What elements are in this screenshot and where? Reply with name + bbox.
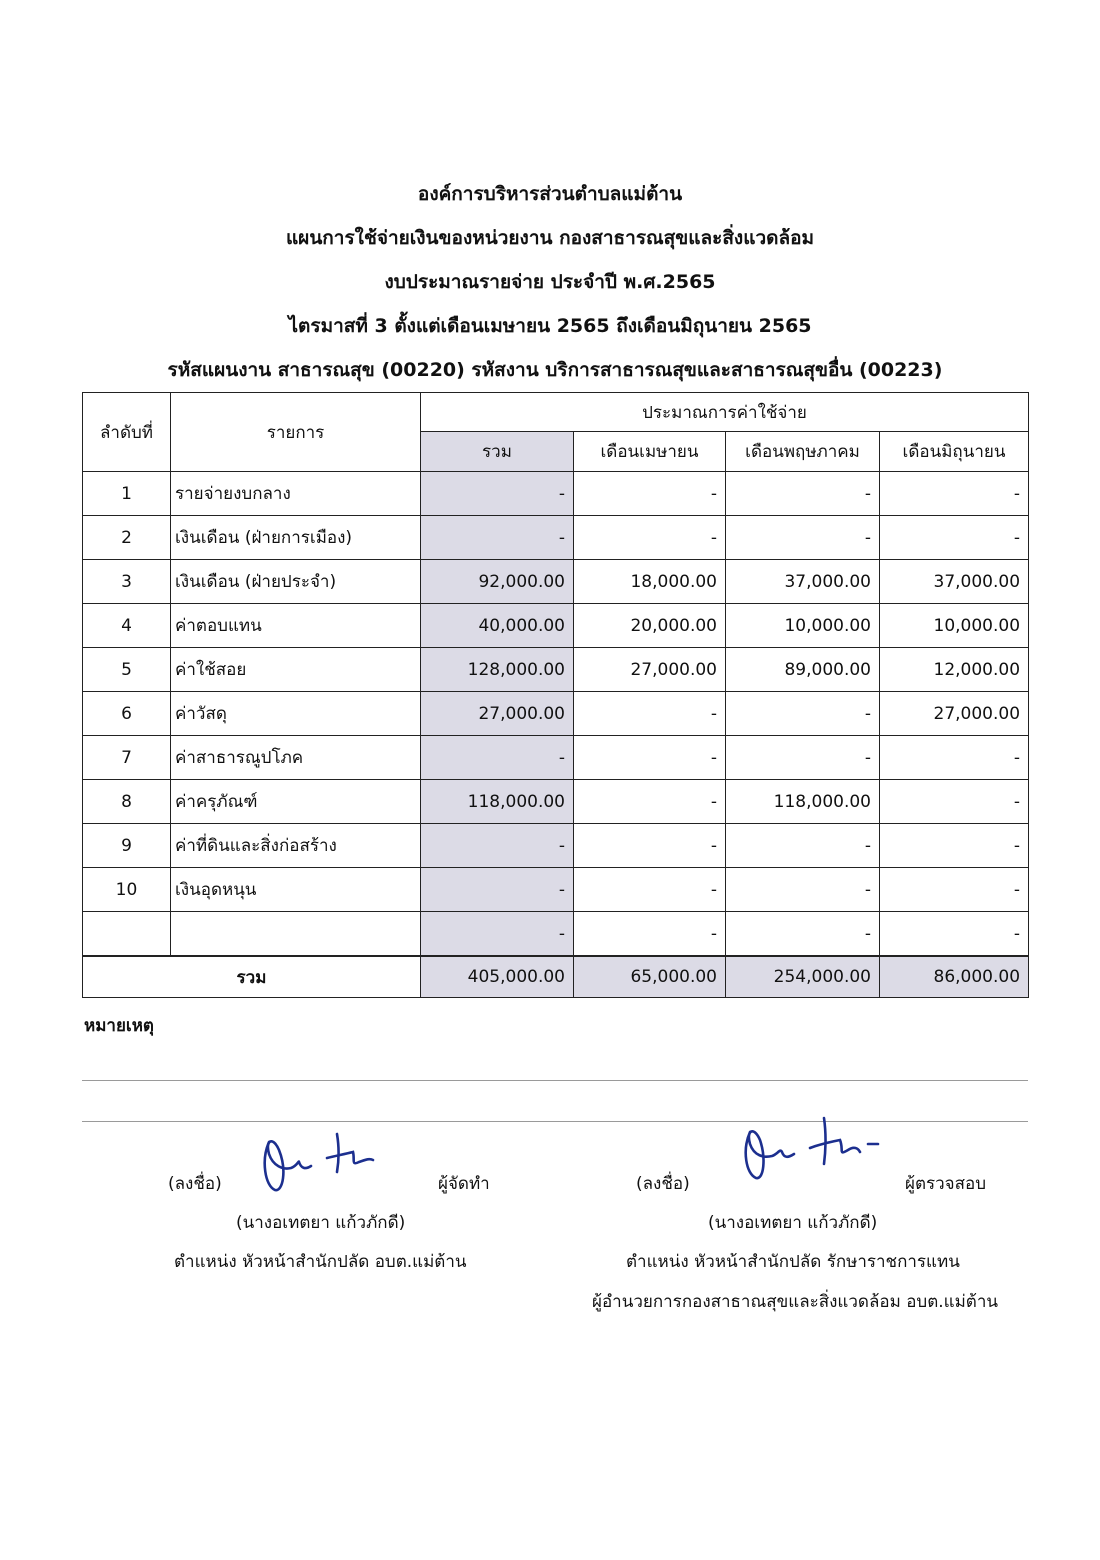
column-header-estimate: ประมาณการค่าใช้จ่าย <box>421 393 1029 432</box>
row-june: - <box>880 780 1029 824</box>
sum-total: 405,000.00 <box>421 956 574 998</box>
row-total: 40,000.00 <box>421 604 574 648</box>
row-june: 27,000.00 <box>880 692 1029 736</box>
row-may: 10,000.00 <box>726 604 880 648</box>
row-total: 92,000.00 <box>421 560 574 604</box>
budget-title: งบประมาณรายจ่าย ประจำปี พ.ศ.2565 <box>384 271 716 293</box>
column-header-no: ลำดับที่ <box>83 393 171 472</box>
table-row <box>83 868 1029 912</box>
table-row <box>83 736 1029 780</box>
sign-label: (ลงชื่อ) <box>168 1174 222 1194</box>
row-item <box>171 912 421 957</box>
row-total: 128,000.00 <box>421 648 574 692</box>
column-header-item: รายการ <box>171 393 421 472</box>
role-label: ผู้ตรวจสอบ <box>905 1174 987 1194</box>
row-may: - <box>726 736 880 780</box>
row-no <box>83 912 171 957</box>
row-item: ค่าสาธารณูปโภค <box>171 736 421 780</box>
row-item: รายจ่ายงบกลาง <box>171 472 421 516</box>
handwritten-signature <box>255 1120 385 1200</box>
signer-position: ตำแหน่ง หัวหน้าสำนักปลัด อบต.แม่ต้าน <box>174 1252 467 1272</box>
row-may: - <box>726 868 880 912</box>
row-no: 3 <box>83 560 171 604</box>
document-header <box>0 172 1100 392</box>
row-item: ค่าที่ดินและสิ่งก่อสร้าง <box>171 824 421 868</box>
row-total: - <box>421 516 574 560</box>
row-total: - <box>421 472 574 516</box>
row-no: 4 <box>83 604 171 648</box>
sum-label: รวม <box>83 956 421 998</box>
column-header-april: เดือนเมษายน <box>574 432 726 472</box>
row-may: - <box>726 516 880 560</box>
budget-table <box>82 392 1029 998</box>
row-june: - <box>880 868 1029 912</box>
sum-may: 254,000.00 <box>726 956 880 998</box>
row-june: 10,000.00 <box>880 604 1029 648</box>
row-no: 1 <box>83 472 171 516</box>
row-april: 18,000.00 <box>574 560 726 604</box>
row-item: ค่าตอบแทน <box>171 604 421 648</box>
row-april: - <box>574 824 726 868</box>
row-may: 118,000.00 <box>726 780 880 824</box>
row-june: - <box>880 736 1029 780</box>
row-june: 37,000.00 <box>880 560 1029 604</box>
row-may: - <box>726 912 880 957</box>
row-total: - <box>421 868 574 912</box>
table-row <box>83 912 1029 957</box>
row-no: 2 <box>83 516 171 560</box>
row-april: - <box>574 780 726 824</box>
signer-name: (นางอเทตยา แก้วภักดี) <box>236 1213 406 1233</box>
row-item: เงินเดือน (ฝ่ายการเมือง) <box>171 516 421 560</box>
row-may: 37,000.00 <box>726 560 880 604</box>
row-april: - <box>574 912 726 957</box>
sum-row <box>83 956 1029 998</box>
row-april: - <box>574 516 726 560</box>
row-item: ค่าครุภัณฑ์ <box>171 780 421 824</box>
row-item: เงินอุดหนุน <box>171 868 421 912</box>
sign-label: (ลงชื่อ) <box>636 1174 690 1194</box>
row-total: - <box>421 736 574 780</box>
row-total: 27,000.00 <box>421 692 574 736</box>
org-title: องค์การบริหารส่วนตำบลแม่ต้าน <box>417 183 683 205</box>
row-no: 10 <box>83 868 171 912</box>
row-may: - <box>726 472 880 516</box>
row-april: - <box>574 736 726 780</box>
column-header-may: เดือนพฤษภาคม <box>726 432 880 472</box>
row-item: ค่าวัสดุ <box>171 692 421 736</box>
row-may: - <box>726 692 880 736</box>
row-april: 20,000.00 <box>574 604 726 648</box>
column-header-total: รวม <box>421 432 574 472</box>
signer-position: ตำแหน่ง หัวหน้าสำนักปลัด รักษาราชการแทน <box>626 1252 960 1272</box>
row-no: 8 <box>83 780 171 824</box>
row-no: 6 <box>83 692 171 736</box>
table-row <box>83 472 1029 516</box>
row-no: 9 <box>83 824 171 868</box>
row-item: เงินเดือน (ฝ่ายประจำ) <box>171 560 421 604</box>
role-label: ผู้จัดทำ <box>438 1174 490 1194</box>
row-june: - <box>880 912 1029 957</box>
plan-title: แผนการใช้จ่ายเงินของหน่วยงาน กองสาธารณสุขและสิ่งแวดล้อม <box>285 227 815 249</box>
row-total: 118,000.00 <box>421 780 574 824</box>
row-may: - <box>726 824 880 868</box>
table-row <box>83 824 1029 868</box>
remark-label: หมายเหตุ <box>84 1016 154 1036</box>
handwritten-signature <box>732 1110 892 1190</box>
row-june: - <box>880 472 1029 516</box>
table-row <box>83 604 1029 648</box>
budget-rows <box>83 472 1029 957</box>
row-item: ค่าใช้สอย <box>171 648 421 692</box>
column-header-june: เดือนมิถุนายน <box>880 432 1029 472</box>
remark-line <box>82 1080 1028 1081</box>
row-april: 27,000.00 <box>574 648 726 692</box>
sum-june: 86,000.00 <box>880 956 1029 998</box>
table-row <box>83 560 1029 604</box>
row-april: - <box>574 472 726 516</box>
table-row <box>83 692 1029 736</box>
row-may: 89,000.00 <box>726 648 880 692</box>
row-june: - <box>880 824 1029 868</box>
row-june: 12,000.00 <box>880 648 1029 692</box>
row-june: - <box>880 516 1029 560</box>
quarter-title: ไตรมาสที่ 3 ตั้งแต่เดือนเมษายน 2565 ถึงเดือนมิถุนายน 2565 <box>288 315 812 337</box>
row-april: - <box>574 692 726 736</box>
table-row <box>83 516 1029 560</box>
row-april: - <box>574 868 726 912</box>
row-no: 7 <box>83 736 171 780</box>
table-row <box>83 780 1029 824</box>
sum-april: 65,000.00 <box>574 956 726 998</box>
row-total: - <box>421 912 574 957</box>
signer-name: (นางอเทตยา แก้วภักดี) <box>708 1213 878 1233</box>
table-row <box>83 648 1029 692</box>
signer-position-line2: ผู้อำนวยการกองสาธาณสุขและสิ่งแวดล้อม อบต.แม่ต้าน <box>592 1292 999 1312</box>
plan-code-title: รหัสแผนงาน สาธารณสุข (00220) รหัสงาน บริการสาธารณสุขและสาธารณสุขอื่น (00223) <box>167 359 943 381</box>
row-no: 5 <box>83 648 171 692</box>
row-total: - <box>421 824 574 868</box>
